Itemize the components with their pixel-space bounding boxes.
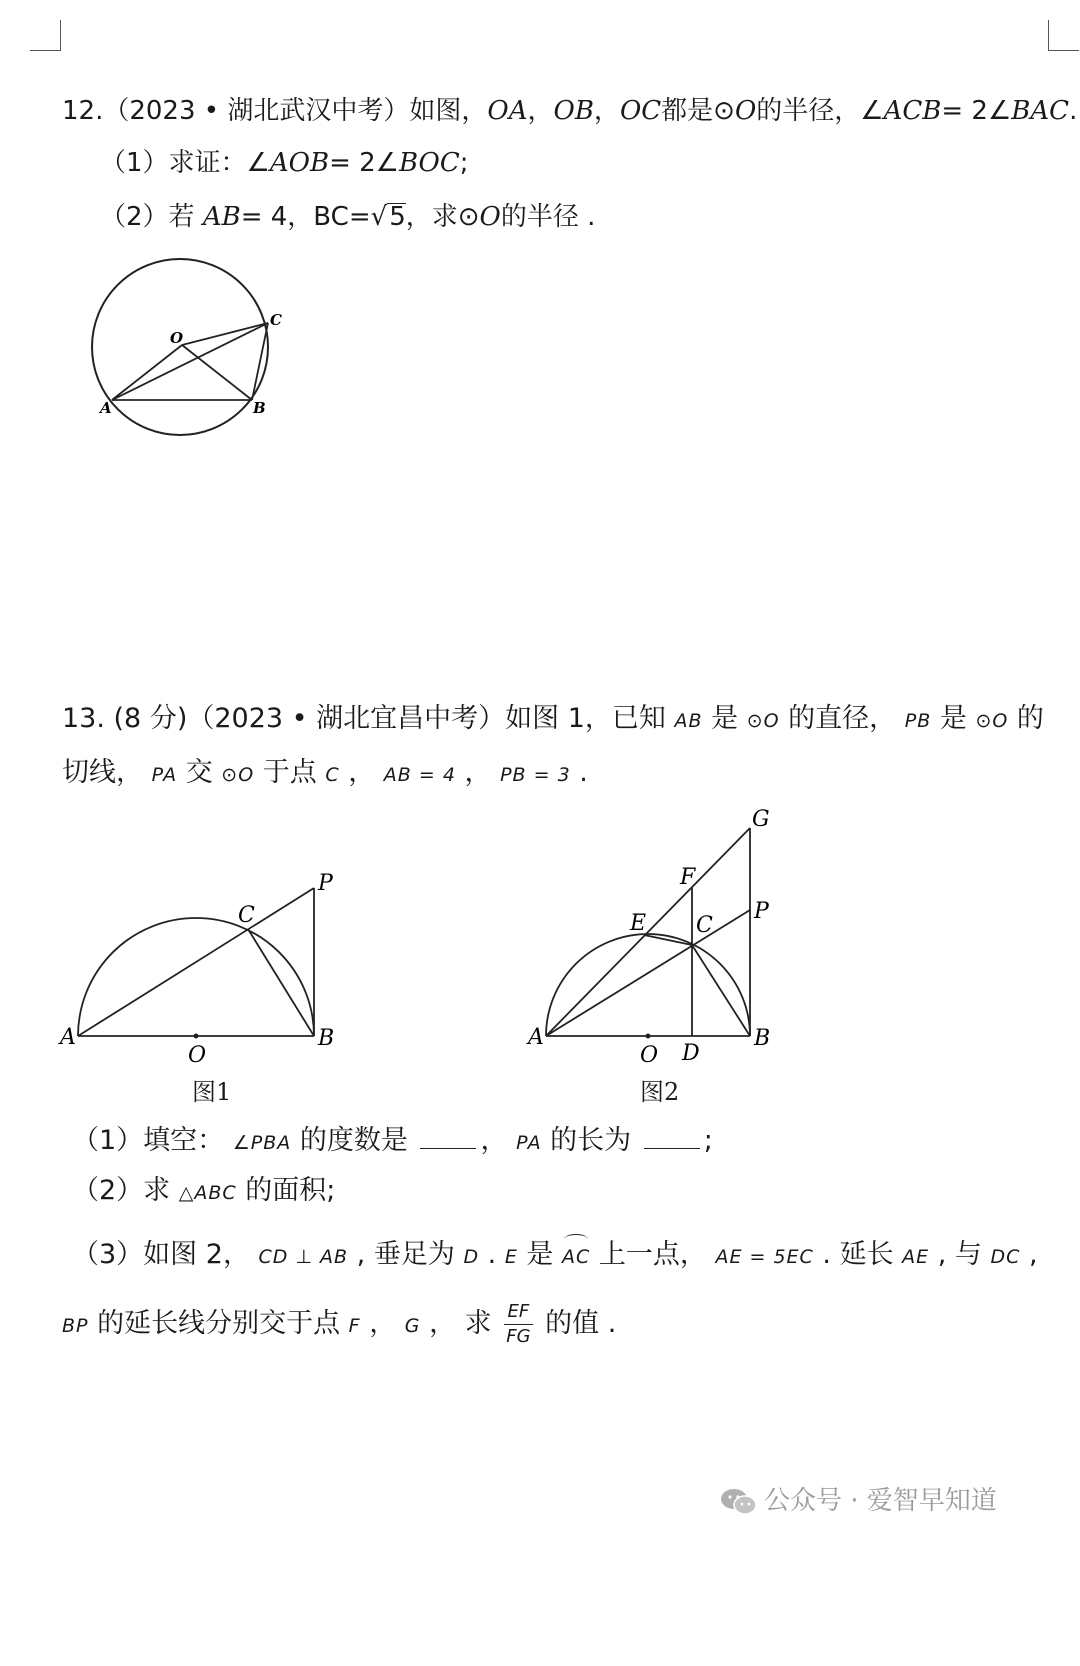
q13-part1: （1）填空： ∠PBA 的度数是 ， PA 的长为 ; (72, 1122, 713, 1160)
fig1-chord-bc (248, 929, 314, 1036)
q13-part3-line2: BP 的延长线分别交于点 F ， G ， 求 $\frac{EF}{FG}$ 的值 . (62, 1301, 617, 1347)
fig2-label-e: E (630, 911, 647, 936)
fig2-line-ag (546, 828, 750, 1036)
q12-label-c: C (270, 311, 282, 329)
answer-blank-angle[interactable] (420, 1122, 476, 1149)
fig1-label-o: O (188, 1043, 207, 1068)
fig2-label-b: B (754, 1026, 771, 1051)
q12-label-b: B (253, 399, 266, 417)
fig2-chord-bc (692, 945, 750, 1036)
q12-part2: （2）若 AB= 4，BC=√5，求⊙O的半径 . (100, 202, 596, 232)
fig1-center-o (194, 1034, 199, 1039)
q13-part3-line1: （3）如图 2， CD ⊥ AB , 垂足为 D . E 是 AC 上一点， AE = 5EC . 延长 AE , 与 DC , (72, 1238, 1038, 1274)
q12-segment-bc (252, 323, 268, 400)
fig1-label-p: P (318, 871, 333, 896)
fig2-line-ap (546, 910, 750, 1036)
fig1-caption: 图1 (192, 1078, 232, 1106)
q12-segment-ac (112, 323, 268, 400)
q13-figure2 (520, 800, 820, 1068)
fraction-ef-fg: $\frac{EF}{FG}$ (506, 1301, 531, 1347)
fig2-label-d: D (682, 1041, 700, 1066)
q12-segment-oa (112, 345, 182, 400)
q12-segment-ob (182, 345, 252, 400)
fig2-label-f: F (680, 865, 696, 890)
corner-mark-right (1048, 20, 1079, 51)
q13-stem-line2: 切线， PA 交 ⊙O 于点 C ， AB = 4 ， PB = 3 . (62, 757, 588, 788)
corner-mark-left (30, 20, 61, 51)
fig2-caption: 图2 (640, 1078, 680, 1106)
fig2-label-o: O (640, 1043, 659, 1068)
wechat-icon (720, 1487, 758, 1517)
q12-stem: 12.（2023 • 湖北武汉中考）如图，OA，OB，OC都是⊙O的半径，∠ACB= 2∠BAC. (62, 96, 1078, 126)
watermark: 公众号 · 爱智早知道 (720, 1480, 997, 1517)
q12-part1: （1）求证：∠AOB= 2∠BOC; (100, 148, 469, 178)
q13-part2: （2）求 △ABC 的面积; (72, 1175, 336, 1206)
q13-stem-line1: 13. (8 分)（2023 • 湖北宜昌中考）如图 1，已知 AB 是 ⊙O 的直径， PB 是 ⊙O 的 (62, 703, 1044, 734)
q13-figure1 (60, 870, 360, 1070)
q12-label-o: O (170, 329, 184, 347)
fig1-label-c: C (238, 903, 255, 928)
fig2-semicircle (546, 934, 750, 1036)
q12-label-a: A (100, 399, 112, 417)
fig2-label-g: G (752, 807, 770, 832)
fig1-secant-pa (78, 888, 314, 1036)
fig1-label-b: B (318, 1026, 335, 1051)
fig2-label-p: P (754, 899, 769, 924)
q12-segment-oc (182, 323, 268, 345)
fig2-center-o (646, 1034, 651, 1039)
answer-blank-length[interactable] (644, 1122, 700, 1149)
fig1-label-a: A (60, 1025, 76, 1050)
q12-figure (90, 255, 310, 455)
fig2-label-c: C (696, 913, 713, 938)
fig2-label-a: A (528, 1025, 544, 1050)
